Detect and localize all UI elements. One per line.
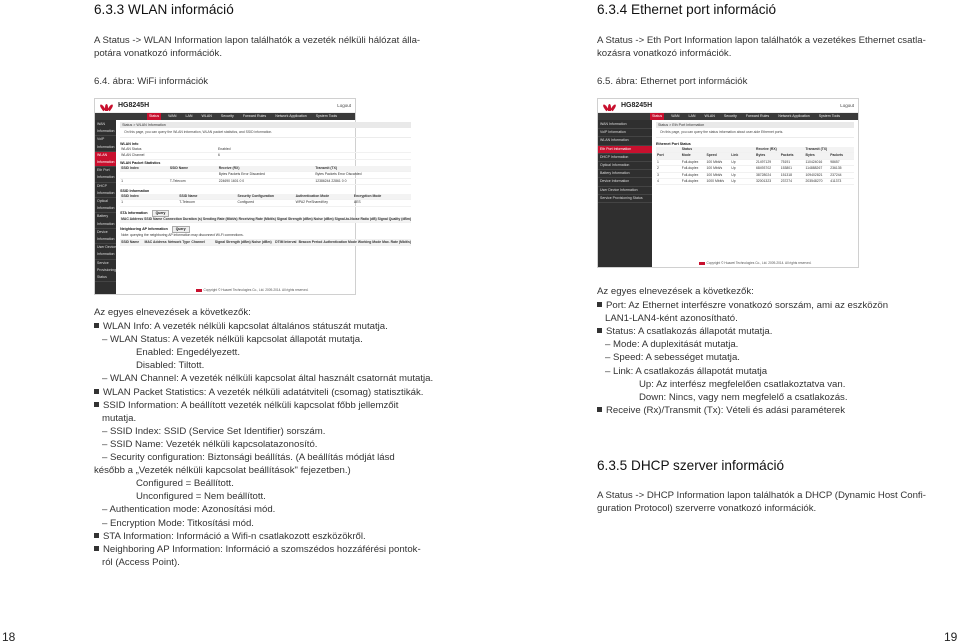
eth-intro-line-2: kozásra vonatkozó információk. xyxy=(597,48,732,59)
text-line: – Mode: A duplexitását mutatja. xyxy=(605,339,739,351)
page-note: On this page, you can query the status information about user-side Ethernet ports. xyxy=(656,128,854,138)
page-number-left: 18 xyxy=(2,630,16,644)
nav-network-application[interactable]: Network Application xyxy=(778,114,810,118)
text-line: ról (Access Point). xyxy=(102,556,180,568)
huawei-mark-icon xyxy=(196,289,202,292)
bullet-item: Receive (Rx)/Transmit (Tx): Vételi és adási paraméterek xyxy=(597,404,927,417)
router-nav xyxy=(598,113,858,120)
page-note: On this page, you can query the WLAN information, WLAN packet statistics, and SSID information. xyxy=(120,128,411,138)
sidebar-item-user-device[interactable]: User Device Information xyxy=(95,244,116,259)
breadcrumb: Status > WLAN Information xyxy=(120,122,411,128)
table-header: SSID Index SSID Name Receive (RX) Transmit (TX) xyxy=(120,166,411,172)
dhcp-intro-line-2: guration Protocol) szerverre vonatkozó információk. xyxy=(597,503,817,514)
wlan-info-title: WLAN Info xyxy=(120,142,139,146)
sidebar-item-wlan[interactable]: WLAN Information xyxy=(598,137,652,145)
sidebar-item-eth[interactable]: Eth Port Information xyxy=(598,146,652,154)
eth-screenshot xyxy=(597,98,859,268)
sidebar-item-eth[interactable]: Eth Port Information xyxy=(95,167,116,182)
sidebar-item-wlan[interactable]: WLAN Information xyxy=(95,152,116,167)
text-line: – Link: A csatlakozás állapotát mutatja xyxy=(605,365,768,377)
router-sidebar xyxy=(598,120,652,267)
wlan-figure-caption: 6.4. ábra: WiFi információk xyxy=(94,76,209,87)
sidebar-item-service[interactable]: Service Provisioning Status xyxy=(598,195,652,203)
huawei-logo-icon xyxy=(602,101,618,111)
text-line: Unconfigured = Nem beállított. xyxy=(136,491,266,503)
text-line: – WLAN Channel: A vezeték nélküli kapcsolat által használt csatornát mutatja. xyxy=(102,373,434,385)
eth-section-heading: 6.3.4 Ethernet port információ xyxy=(597,2,777,17)
text-line: – Authentication mode: Azonosítási mód. xyxy=(102,504,276,516)
nav-status[interactable]: Status xyxy=(149,114,160,118)
dhcp-section-heading: 6.3.5 DHCP szerver információ xyxy=(597,458,785,473)
logout-link[interactable]: Logout xyxy=(840,103,854,108)
nav-lan[interactable]: LAN xyxy=(185,114,193,118)
sidebar-item-voip[interactable]: VoIP Information xyxy=(598,129,652,137)
sidebar-item-wan[interactable]: WAN Information xyxy=(95,121,116,136)
sidebar-item-device[interactable]: Device Information xyxy=(95,229,116,244)
sidebar-item-device[interactable]: Device Information xyxy=(598,178,652,186)
table-row: WLAN Status Enabled xyxy=(120,147,411,153)
router-main xyxy=(116,120,415,294)
nav-wlan[interactable]: WLAN xyxy=(704,114,715,118)
logout-link[interactable]: Logout xyxy=(337,103,351,108)
wlan-intro-line-2: potára vonatkozó információk. xyxy=(94,48,222,59)
router-model: HG8245H xyxy=(621,102,653,109)
dhcp-intro-line-1: A Status -> DHCP Information lapon találhatók a DHCP (Dynamic Host Confi- xyxy=(597,490,926,501)
breadcrumb: Status > Eth Port Information xyxy=(656,122,854,128)
wlan-screenshot xyxy=(94,98,411,295)
router-model: HG8245H xyxy=(118,102,150,109)
text-line: LAN1-LAN4-ként azonosítható. xyxy=(605,313,738,325)
nav-wan[interactable]: WAN xyxy=(168,114,177,118)
eth-port-status-title: Ethernet Port Status xyxy=(656,142,691,146)
sidebar-item-optical[interactable]: Optical Information xyxy=(95,198,116,213)
wlan-intro-line-1: A Status -> WLAN Information lapon találhatók a vezeték nélküli hálózat álla- xyxy=(94,35,421,46)
text-line: Down: Nincs, vagy nem megfelelő a csatlakozás. xyxy=(639,391,848,403)
bullet-item: Status: A csatlakozás állapotát mutatja. xyxy=(597,325,927,338)
table-row: 1 T-Telecom Configured WPA2 PreSharedKey AES xyxy=(120,200,411,206)
table-header: SSID Name MAC Address Network Type Channel Signal Strength (dBm) Noise (dBm) DTIM Interval Beacon Period Authentication Mode Working Mode Max. Rate (Mbit/s) xyxy=(120,240,411,246)
nav-system-tools[interactable]: System Tools xyxy=(315,114,338,118)
table-row: 1 T-Telecom 224690 1601 0 0 12386244 22861 0 0 xyxy=(120,179,411,185)
text-line: – SSID Name: Vezeték nélküli kapcsolatazonosító. xyxy=(102,438,318,450)
nav-network-application[interactable]: Network Application xyxy=(275,114,307,118)
bullet-item: Port: Az Ethernet interfészre vonatkozó sorszám, ami az eszközön xyxy=(597,299,927,312)
sidebar-item-battery[interactable]: Battery Information xyxy=(598,170,652,178)
text-line: – WLAN Status: A vezeték nélküli kapcsolat állapotát mutatja. xyxy=(102,334,363,346)
nav-wlan[interactable]: WLAN xyxy=(201,114,212,118)
nav-forward-rules[interactable]: Forward Rules xyxy=(242,114,267,118)
sidebar-item-service[interactable]: Service Provisioning Status xyxy=(95,260,116,283)
table-row: 4 Full-duplex 1000 Mbit/s Up 32001323 237274 203548270 411373 xyxy=(656,179,854,185)
table-header: MAC Address SSID Name Connection Duration (s) Sending Rate (Mbit/s) Receiving Rate (Mbit/s) Signal Strength (dBm) Noise (dBm) Signal-to-Noise Ratio (dB) Signal Quality (dBm) xyxy=(120,217,411,223)
wlan-intro xyxy=(94,34,444,60)
router-topbar xyxy=(598,99,858,113)
sidebar-item-dhcp[interactable]: DHCP Information xyxy=(598,154,652,162)
sidebar-item-battery[interactable]: Battery Information xyxy=(95,213,116,228)
dhcp-intro xyxy=(597,489,937,515)
query-button[interactable]: Query xyxy=(172,226,190,233)
bullet-item: Neighboring AP Information: Információ a szomszédos hozzáférési pontok- xyxy=(94,543,444,556)
nav-security[interactable]: Security xyxy=(723,114,737,118)
query-button[interactable]: Query xyxy=(152,210,170,217)
table-header: Port Mode Speed Link Bytes Packets Bytes Packets xyxy=(656,153,854,159)
neighbor-note: Note: querying the neighboring AP information may disconnect Wi-Fi connections. xyxy=(120,233,411,239)
table-row: 3 Full-duplex 100 Mbit/s Up 38728024 151318 109402821 237244 xyxy=(656,173,854,179)
router-topbar xyxy=(95,99,355,113)
text-line: Configured = Beállított. xyxy=(136,478,234,490)
bullet-item: WLAN Info: A vezeték nélküli kapcsolat általános státuszát mutatja. xyxy=(94,320,444,333)
table-header-groups: Status Receive (RX) Transmit (TX) xyxy=(656,147,854,153)
text-line: – Encryption Mode: Titkosítási mód. xyxy=(102,517,254,529)
eth-intro xyxy=(597,34,947,60)
bullet-item: STA Information: Információ a Wifi-n csatlakozott eszközökről. xyxy=(94,530,444,543)
text-line: később a „Vezeték nélküli kapcsolat beállítások" fejezetben.) xyxy=(94,465,351,477)
nav-forward-rules[interactable]: Forward Rules xyxy=(745,114,770,118)
text-line: Enabled: Engedélyezett. xyxy=(136,347,241,359)
router-sidebar xyxy=(95,120,116,294)
table-row: WLAN Channel 6 xyxy=(120,153,411,159)
text-line: Az egyes elnevezések a következők: xyxy=(597,286,754,297)
text-line: – SSID Index: SSID (Service Set Identifier) sorszám. xyxy=(102,425,326,437)
text-line: Up: Az interfész megfelelően csatlakoztatva van. xyxy=(639,378,846,390)
router-nav xyxy=(95,113,355,120)
router-main xyxy=(652,120,858,267)
nav-system-tools[interactable]: System Tools xyxy=(818,114,841,118)
sidebar-item-wan[interactable]: WAN Information xyxy=(598,121,652,129)
wlan-stats-title: WLAN Packet Statistics xyxy=(120,160,161,165)
text-line: – Speed: A sebességet mutatja. xyxy=(605,352,740,364)
wlan-description xyxy=(94,306,444,569)
right-column xyxy=(597,0,947,88)
table-subheader: Bytes Packets Error Discarded Bytes Packets Error Discarded xyxy=(120,172,411,178)
eth-description xyxy=(597,285,927,417)
nav-lan[interactable]: LAN xyxy=(688,114,696,118)
table-row: 2 Full-duplex 100 Mbit/s Up 68493702 153801 114888267 236135 xyxy=(656,166,854,172)
eth-figure-caption: 6.5. ábra: Ethernet port információk xyxy=(597,76,748,87)
sidebar-item-dhcp[interactable]: DHCP Information xyxy=(95,183,116,198)
huawei-mark-icon xyxy=(699,262,705,265)
nav-status[interactable]: Status xyxy=(652,114,663,118)
sidebar-item-user-device[interactable]: User Device Information xyxy=(598,187,652,195)
copyright-footer: Copyright © Huawei Technologies Co., Ltd. 2009-2014. All rights reserved. xyxy=(149,288,355,292)
wlan-section-heading: 6.3.3 WLAN információ xyxy=(94,2,234,17)
eth-intro-line-1: A Status -> Eth Port Information lapon találhatók a vezetékes Ethernet csatla- xyxy=(597,35,926,46)
huawei-logo-icon xyxy=(99,101,115,111)
left-column xyxy=(94,0,444,88)
text-line: – Security configuration: Biztonsági beállítás. (A beállítás módját lásd xyxy=(102,452,395,464)
copyright-footer: Copyright © Huawei Technologies Co., Ltd. 2009-2014. All rights reserved. xyxy=(652,261,858,265)
page-number-right: 19 xyxy=(944,630,958,644)
bullet-item: WLAN Packet Statistics: A vezeték nélküli adatátviteli (csomag) statisztikák. xyxy=(94,386,444,399)
nav-wan[interactable]: WAN xyxy=(671,114,680,118)
bullet-item: SSID Information: A beállított vezeték nélküli kapcsolat főbb jellemzőit xyxy=(94,399,444,412)
sidebar-item-optical[interactable]: Optical Information xyxy=(598,162,652,170)
nav-security[interactable]: Security xyxy=(220,114,234,118)
text-line: mutatja. xyxy=(102,412,137,424)
sta-info-title: STA Information Query xyxy=(120,210,411,217)
text-line: Az egyes elnevezések a következők: xyxy=(94,307,251,318)
table-row: 1 Full-duplex 100 Mbit/s Up 21497129 75191 110424016 98657 xyxy=(656,160,854,166)
ssid-info-title: SSID Information xyxy=(120,189,150,194)
text-line: Disabled: Tiltott. xyxy=(136,360,205,372)
table-header: SSID Index SSID Name Security Configuration Authentication Mode Encryption Mode xyxy=(120,194,411,200)
sidebar-item-voip[interactable]: VoIP Information xyxy=(95,136,116,151)
neighbor-ap-title: Neighboring AP Information Query xyxy=(120,226,411,233)
